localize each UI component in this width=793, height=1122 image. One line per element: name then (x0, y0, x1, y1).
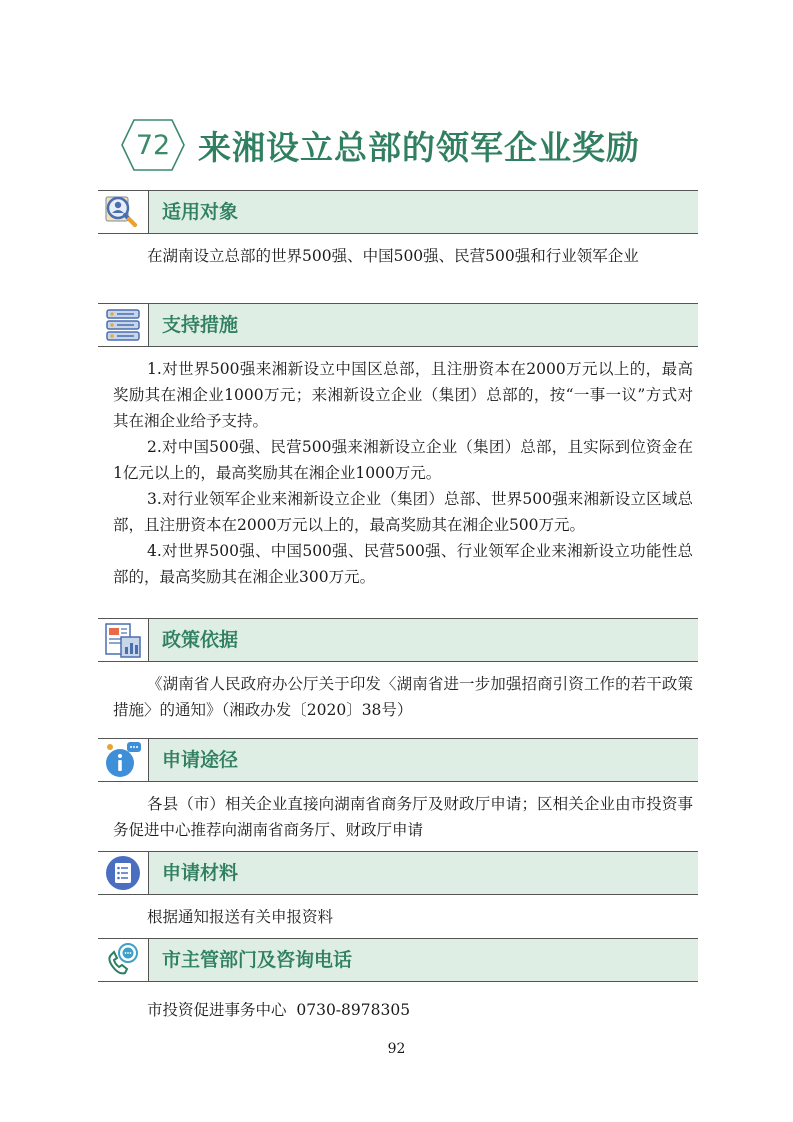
section-header-measures (98, 303, 698, 347)
paragraph: 各县（市）相关企业直接向湖南省商务厅及财政厅申请；区相关企业由市投资事务促进中心推荐向湖南省商务厅、财政厅申请 (113, 795, 693, 839)
paragraph: 2.对中国500强、民营500强来湘新设立企业（集团）总部，且实际到位资金在1亿元以上的，最高奖励其在湘企业1000万元。 (113, 438, 693, 482)
section-body-target (113, 243, 693, 269)
paragraph: 市投资促进事务中心 0730-8978305 (147, 1001, 411, 1019)
page-number: 92 (387, 1041, 406, 1057)
page-title-block (120, 116, 640, 174)
section-header-materials (98, 851, 698, 895)
document-chart-icon (101, 619, 145, 661)
section-body-measures (113, 356, 693, 590)
section-body-contact (113, 997, 693, 1023)
section-label: 政策依据 (162, 629, 239, 651)
paragraph: 4.对世界500强、中国500强、民营500强、行业领军企业来湘新设立功能性总部的，最高奖励其在湘企业300万元。 (113, 542, 693, 586)
magnifier-person-icon (101, 191, 145, 233)
section-header-basis (98, 618, 698, 662)
server-list-icon (101, 304, 145, 346)
section-header-contact (98, 938, 698, 982)
section-header-target (98, 190, 698, 234)
item-number: 72 (135, 129, 171, 161)
paragraph: 3.对行业领军企业来湘新设立企业（集团）总部、世界500强来湘新设立区域总部，且注册资本在2000万元以上的，最高奖励其在湘企业500万元。 (113, 490, 693, 534)
section-header-channel (98, 738, 698, 782)
paragraph: 在湖南设立总部的世界500强、中国500强、民营500强和行业领军企业 (147, 247, 639, 265)
checklist-icon (101, 852, 145, 894)
page-title: 来湘设立总部的领军企业奖励 (198, 127, 640, 167)
item-number-badge (120, 118, 186, 172)
paragraph: 1.对世界500强来湘新设立中国区总部，且注册资本在2000万元以上的，最高奖励其在湘企业1000万元；来湘新设立企业（集团）总部的，按“一事一议”方式对其在湘企业给予支持。 (113, 360, 693, 430)
section-body-materials (113, 904, 693, 930)
section-label: 申请途径 (162, 749, 239, 771)
section-label: 支持措施 (162, 314, 239, 336)
info-chat-icon (101, 739, 145, 781)
phone-chat-icon (101, 939, 145, 981)
section-body-channel (113, 791, 693, 843)
section-label: 市主管部门及咨询电话 (162, 949, 353, 971)
paragraph: 根据通知报送有关申报资料 (147, 908, 334, 926)
section-body-basis (113, 671, 693, 723)
section-label: 适用对象 (162, 201, 239, 223)
paragraph: 《湖南省人民政府办公厅关于印发〈湖南省进一步加强招商引资工作的若干政策措施〉的通知》（湘政办发〔2020〕38号） (113, 675, 693, 719)
section-label: 申请材料 (162, 862, 239, 884)
